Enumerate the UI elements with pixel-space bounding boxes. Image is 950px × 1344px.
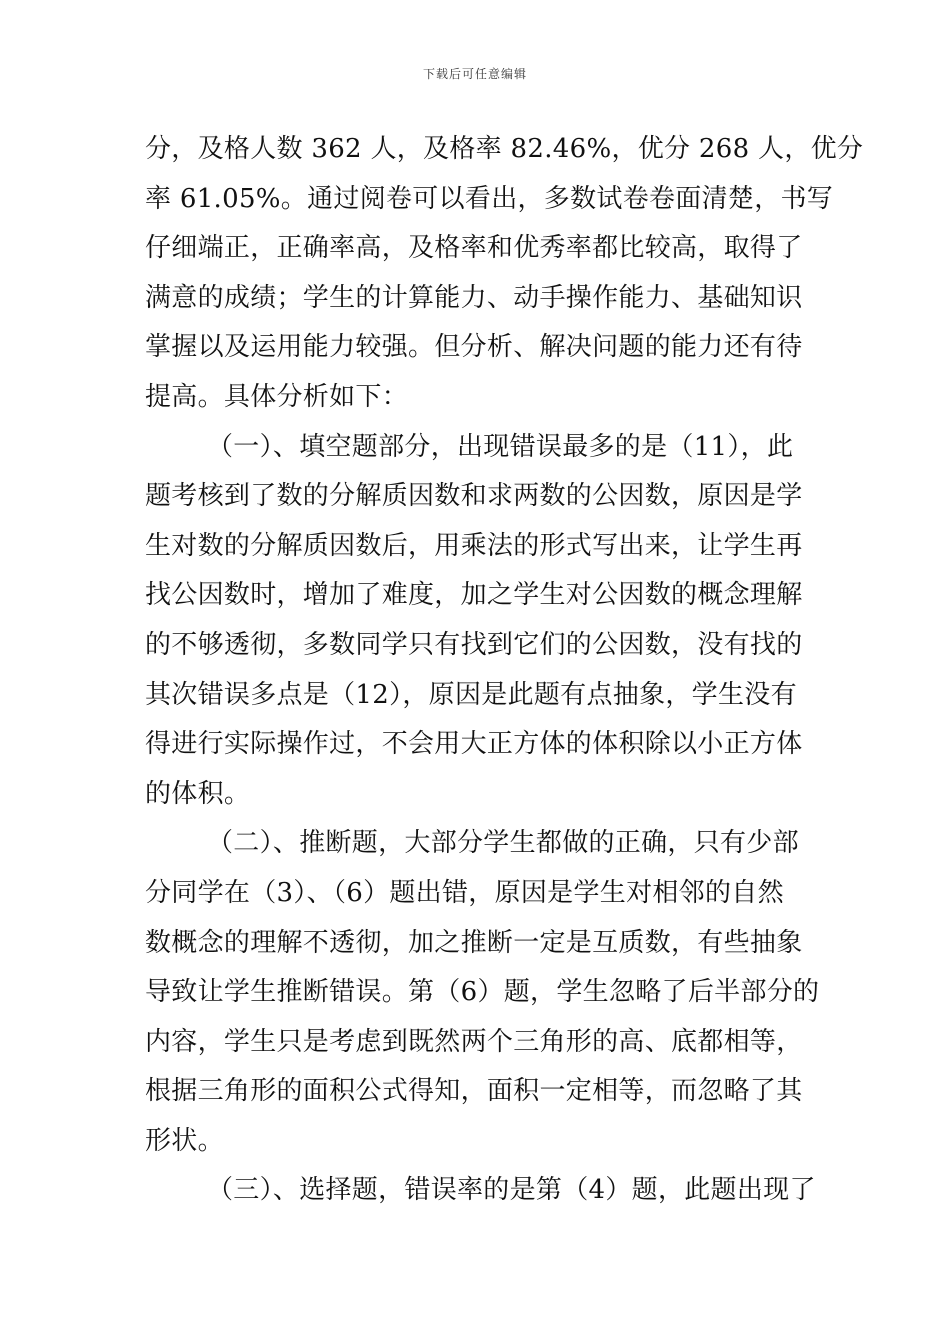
text-line: 提高。具体分析如下： [145, 381, 409, 412]
text-line: 形状。 [145, 1125, 224, 1156]
paragraph-start-line: （二）、推断题，大部分学生都做的正确，只有少部 [207, 828, 799, 859]
text-line: 分同学在（3）、（6）题出错，原因是学生对相邻的自然 [145, 877, 784, 908]
paragraph-start-line: （一）、填空题部分，出现错误最多的是（11），此 [207, 431, 794, 462]
text-line: 仔细端正，正确率高，及格率和优秀率都比较高，取得了 [145, 233, 803, 264]
text-line: 掌握以及运用能力较强。但分析、解决问题的能力还有待 [145, 332, 803, 363]
page-header: 下载后可任意编辑 [422, 67, 527, 81]
text-line: 导致让学生推断错误。第（6）题，学生忽略了后半部分的 [145, 977, 820, 1008]
text-line: 找公因数时，增加了难度，加之学生对公因数的概念理解 [145, 580, 803, 611]
text-line: 的体积。 [145, 778, 251, 809]
text-line: 内容，学生只是考虑到既然两个三角形的高、底都相等， [145, 1026, 803, 1057]
text-line: 生对数的分解质因数后，用乘法的形式写出来，让学生再 [145, 530, 803, 561]
text-line: 满意的成绩；学生的计算能力、动手操作能力、基础知识 [145, 282, 803, 313]
text-line: 根据三角形的面积公式得知，面积一定相等，而忽略了其 [145, 1076, 803, 1107]
text-line: 题考核到了数的分解质因数和求两数的公因数，原因是学 [145, 481, 803, 512]
text-line: 其次错误多点是（12），原因是此题有点抽象，学生没有 [145, 679, 797, 710]
paragraph-start-line: （三）、选择题，错误率的是第（4）题，此题出现了 [207, 1175, 816, 1206]
text-line: 得进行实际操作过，不会用大正方体的体积除以小正方体 [145, 729, 803, 760]
text-line: 的不够透彻，多数同学只有找到它们的公因数，没有找的 [145, 629, 803, 660]
document-body [145, 125, 864, 1216]
text-line: 数概念的理解不透彻，加之推断一定是互质数，有些抽象 [145, 927, 803, 958]
text-line: 分，及格人数 362 人，及格率 82.46%，优分 268 人，优分 [145, 134, 864, 164]
text-line: 率 61.05%。通过阅卷可以看出，多数试卷卷面清楚，书写 [145, 183, 834, 214]
